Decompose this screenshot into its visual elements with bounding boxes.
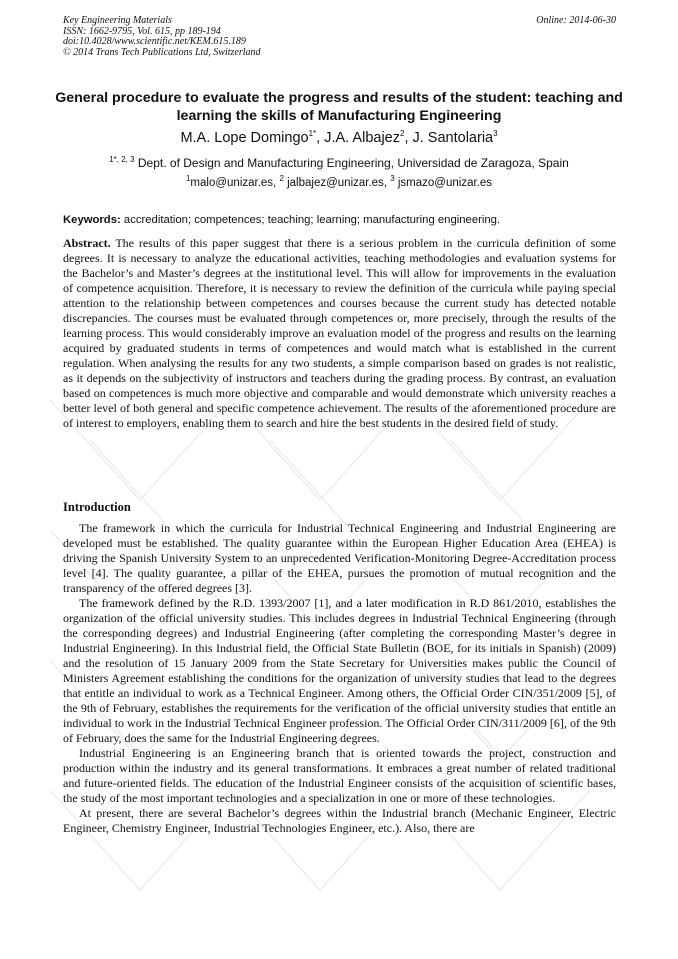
journal-issn: ISSN: 1662-9795, Vol. 615, pp 189-194 (63, 25, 221, 37)
affiliation-superscript: 1*, 2, 3 (109, 155, 135, 164)
affiliation (40, 156, 638, 170)
paragraph: Industrial Engineering is an Engineering branch that is oriented towards the project, construction and production within the industry and its general transformations. It embraces a great number of related traditional and future-oriented fields. The education of the Industrial Engineer consists of the acquisition of scientific bases, the study of the most important technologies and a specialization in one or more of these technologies. (63, 746, 616, 805)
email-link[interactable]: jalbajez@unizar.es, (287, 177, 388, 189)
author-superscript: 2 (399, 129, 405, 139)
keywords-text: accreditation; competences; teaching; learning; manufacturing engineering. (123, 214, 501, 226)
email-superscript: 1 (185, 174, 191, 184)
author-superscript: 1* (308, 129, 317, 139)
author-name: J. Santolaria (412, 130, 494, 146)
affiliation-text: Dept. of Design and Manufacturing Engineering, Universidad de Zaragoza, Spain (137, 156, 569, 170)
abstract-text: The results of this paper suggest that there is a serious problem in the curricula definition of some degrees. It is necessary to analyze the educational activities, teaching methodologies and evaluation systems for the Bachelor’s and Master’s degrees at the institutional level. This will allow for improvements in the evaluation of competence acquisition. Therefore, it is necessary to review the definition of the curricula while paying special attention to the relationship between competences and courses because the current study has detected notable discrepancies. The courses must be evaluated through competences or, more precisely, through the results of the learning process. This would considerably improve an evaluation model of the progress and results on the learning acquired by graduated students in terms of competences and would match what is established in the current regulation. When analysing the results for any two students, a simple comparison based on grades is not realistic, as it depends on the subjectivity of instructors and teachers during the grading process. By contrast, an evaluation based on competences is much more objective and comparable and would demonstrate which university reaches a better level of both general and specific competence achievement. The results of the aforementioned procedure are of interest to employers, enabling them to search and hire the best students in the desired field of study. (63, 236, 616, 430)
journal-header (63, 16, 616, 58)
email-superscript: 3 (390, 174, 395, 184)
author-superscript: 3 (493, 129, 498, 139)
paragraph: At present, there are several Bachelor’s degrees within the Industrial branch (Mechanic Engineer, Electric Engineer, Chemistry Engineer, Industrial Technologies Engineer, etc.). Also, there are (63, 806, 616, 835)
author-name: J.A. Albajez (324, 130, 400, 146)
author-name: M.A. Lope Domingo (180, 130, 309, 146)
keywords-label: Keywords: (63, 214, 121, 226)
journal-name: Key Engineering Materials (63, 15, 172, 26)
section-heading: Introduction (63, 500, 131, 514)
author-list: M.A. Lope Domingo$^{1*}$, J.A. Albajez$^2$, J. Santolaria$^3$ (180, 129, 498, 146)
paragraph: The framework in which the curricula for Industrial Technical Engineering and Industrial Engineering are developed must be established. The quality guarantee within the European Higher Education Area (EHEA) is driving the Spanish University System to an unprecedented Verification-Monitoring Degree-Accreditation process level [4]. The quality guarantee, a pillar of the EHEA, pursues the promotion of mutual recognition and the transparency of the offered degrees [3]. (63, 521, 616, 595)
introduction-body (63, 521, 616, 836)
keywords (63, 214, 616, 226)
email-superscript: 2 (279, 174, 284, 184)
paragraph: The framework defined by the R.D. 1393/2007 [1], and a later modification in R.D 861/2010, establishes the organization of the official university studies. This includes degrees in Industrial Technical Engineering (through the corresponding degrees) and Industrial Engineering (after completing the corresponding Master’s degree in Industrial Engineering). In this Industrial field, the Official State Bulletin (BOE, for its initials in Spanish) (2009) and the resolution of 15 January 2009 from the State Secretary for Universities makes public the Council of Ministers Agreement establishing the conditions for the organization of university studies that lead to the degrees that entitle an individual to work as a Technical Engineer. Among others, the Official Order CIN/351/2009 [5], of the 9th of February, establishes the requirements for the verification of the official university studies that entitle an individual to work in the Industrial Technical Engineer profession. The Official Order CIN/311/2009 [6], of the 9th of February, does the same for the Industrial Engineering degrees. (63, 596, 616, 745)
online-date: Online: 2014-06-30 (536, 15, 616, 26)
abstract-label: Abstract. (63, 236, 111, 250)
email-link[interactable]: jsmazo@unizar.es (397, 177, 493, 189)
paper-title: General procedure to evaluate the progress and results of the student: teaching and learning the skills of Manufacturing Engineering (55, 90, 623, 124)
email-link[interactable]: malo@unizar.es, (190, 177, 277, 189)
email-list (40, 174, 638, 189)
journal-doi: doi:10.4028/www.scientific.net/KEM.615.189 (63, 36, 246, 47)
journal-copyright: © 2014 Trans Tech Publications Ltd, Switzerland (63, 46, 261, 58)
abstract (63, 236, 616, 431)
